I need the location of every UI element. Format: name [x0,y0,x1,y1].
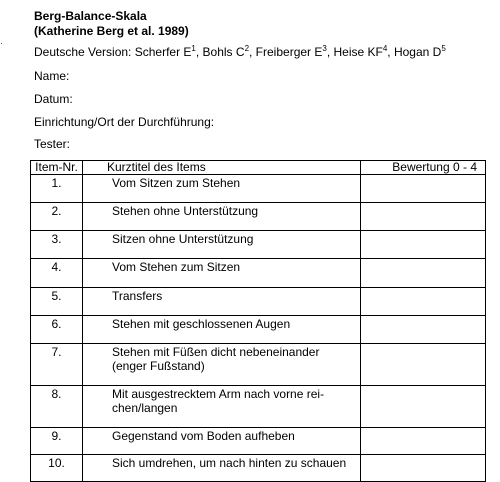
table-row [31,455,486,482]
table-row [31,175,486,203]
item-number: 8. [31,386,83,428]
items-table [30,160,486,482]
item-title: Stehen mit Füßen dicht nebeneinander (enger Fußstand) [83,344,361,386]
version-credits [34,45,446,59]
score-cell[interactable] [361,386,486,428]
table-header-row [31,161,486,175]
facility-field-label: Einrichtung/Ort der Durchführung: [34,115,215,129]
item-title: Vom Sitzen zum Stehen [83,175,361,203]
item-number: 10. [31,455,83,482]
table-row [31,259,486,288]
item-number: 5. [31,288,83,316]
table-row [31,386,486,428]
version-sep-2: , Freiberger E [249,45,323,59]
header-score: Bewertung 0 - 4 [361,161,486,175]
item-title: Transfers [83,288,361,316]
table-row [31,316,486,344]
score-cell[interactable] [361,231,486,259]
table-row [31,231,486,259]
item-number: 4. [31,259,83,288]
item-title: Mit ausgestrecktem Arm nach vorne rei-chen/langen [83,386,361,428]
version-sep-1: , Bohls C [195,45,245,59]
name-field-label: Name: [34,69,70,83]
table-row [31,344,486,386]
item-title: Sitzen ohne Unterstützung [83,231,361,259]
tester-field-label: Tester: [34,137,71,151]
item-title: Stehen ohne Unterstützung [83,203,361,231]
score-cell[interactable] [361,288,486,316]
item-number: 3. [31,231,83,259]
author-sup-4: 4 [382,44,388,53]
author-sup-5: 5 [441,44,446,53]
score-cell[interactable] [361,175,486,203]
version-sep-4: , Hogan D [387,45,442,59]
score-cell[interactable] [361,344,486,386]
score-cell[interactable] [361,203,486,231]
score-cell[interactable] [361,316,486,344]
author-sup-2: 2 [244,44,250,53]
title-line-1: Berg-Balance-Skala [34,9,147,23]
score-cell[interactable] [361,259,486,288]
item-title: Gegenstand vom Boden aufheben [83,428,361,455]
header-item-number: Item-Nr. [31,161,83,175]
date-field-label: Datum: [34,92,73,106]
version-prefix: Deutsche Version: Scherfer E [34,45,192,59]
item-number: 1. [31,175,83,203]
author-sup-1: 1 [191,44,196,53]
item-title: Sich umdrehen, um nach hinten zu schauen [83,455,361,482]
title-line-2: (Katherine Berg et al. 1989) [34,24,189,38]
version-sep-3: , Heise KF [326,45,383,59]
item-number: 7. [31,344,83,386]
item-number: 6. [31,316,83,344]
item-title: Vom Stehen zum Sitzen [83,259,361,288]
edge-mark: · [0,38,3,48]
item-title: Stehen mit geschlossenen Augen [83,316,361,344]
score-cell[interactable] [361,455,486,482]
table-row [31,288,486,316]
score-cell[interactable] [361,428,486,455]
item-number: 2. [31,203,83,231]
form-title [34,9,189,39]
header-item-title: Kurztitel des Items [83,161,361,175]
table-row [31,203,486,231]
item-number: 9. [31,428,83,455]
table-row [31,428,486,455]
author-sup-3: 3 [322,44,327,53]
